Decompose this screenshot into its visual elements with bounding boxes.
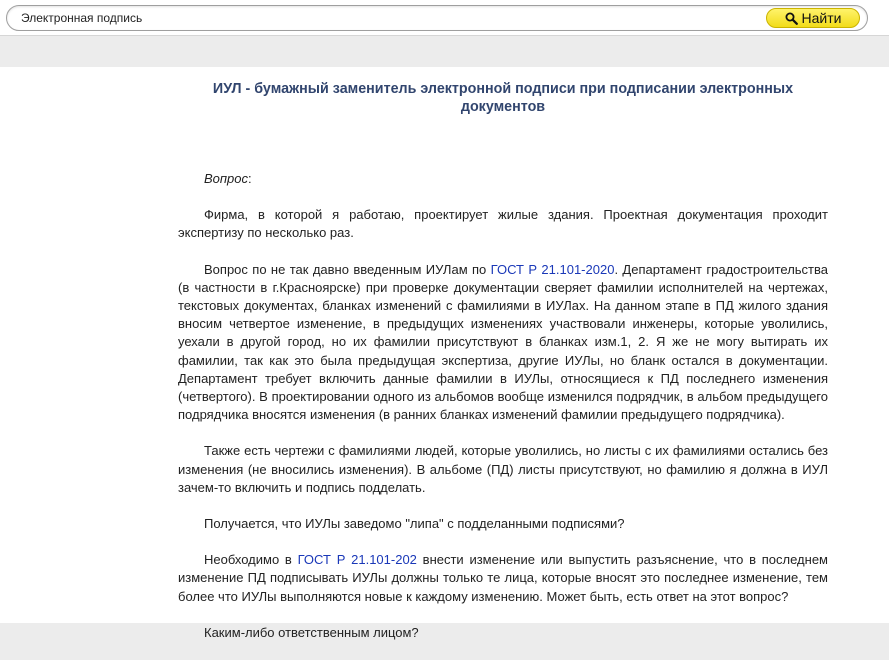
question-label-colon: :	[248, 171, 252, 186]
search-input[interactable]	[6, 5, 868, 31]
paragraph-3: Также есть чертежи с фамилиями людей, которые уволились, но листы с их фамилиями остались без изменения (не вносились изменения). В альбоме (ПД) листы присутствуют, но фамилию я должна в ИУЛ зачем-то включить и подпись подделать.	[178, 443, 828, 495]
gost-link-2020[interactable]: ГОСТ Р 21.101-2020	[490, 261, 615, 277]
search-button-label: Найти	[801, 10, 842, 26]
header-band	[0, 36, 889, 67]
paragraph-4: Получается, что ИУЛы заведомо "липа" с подделанными подписями?	[204, 516, 625, 532]
search-input-value: Электронная подпись	[21, 11, 143, 25]
paragraph-2	[178, 261, 828, 425]
article	[178, 81, 828, 660]
search-button[interactable]	[766, 8, 860, 28]
paragraph-2-rest: . Департамент градостроительства (в частности в г.Красноярске) при проверке документации сверяет фамилии исполнителей на чертежах, текстовых документах, бланках изменений с фамилиями в ИУЛах. На данном этапе в ПД жилого здания вносим четвертое изменение, в предыдущих изменениях участвовали инженеры, которые уволились, уехали в другой город, но их фамилии присутствуют в бланках изм.1, 2. Я же не могу вытирать их фамилии, так как это была предыдущая экспертиза, другие ИУЛы, но бланк остался в документации. Департамент требует включить данные фамилии в ИУЛы, относящиеся к ПД последнего изменения (четвертого). В проектировании одного из альбомов вообще изменился подрядчик, в альбом предыдущего подрядчика вносятся изменения (в ранних бланках изменений фамилии предыдущего подрядчика).	[178, 261, 828, 423]
search-icon	[785, 12, 798, 25]
question-label: Вопрос	[204, 171, 249, 186]
gost-link-202[interactable]: ГОСТ Р 21.101-202	[297, 552, 417, 568]
paragraph-5-lead: Необходимо в	[204, 552, 298, 568]
paragraph-1: Фирма, в которой я работаю, проектирует жилые здания. Проектная документация проходит экспертизу по несколько раз.	[178, 207, 828, 241]
paragraph-5-rest: внести изменение или выпустить разъяснение, что в последнем изменение ПД подписывать ИУЛы должны только те лица, которые вносят это последнее изменение, тем более что ИУЛы выполняются новые к каждому изменению. Может быть, есть ответ на этот вопрос?	[178, 552, 828, 604]
question-heading	[178, 170, 828, 188]
paragraph-2-lead: Вопрос по не так давно введенным ИУЛам по	[204, 261, 491, 277]
paragraph-5	[178, 551, 828, 606]
content-area	[0, 67, 889, 640]
page-title: ИУЛ - бумажный заменитель электронной подписи при подписании электронных документов	[212, 81, 794, 115]
search-bar	[0, 0, 889, 36]
paragraph-6: Каким-либо ответственным лицом?	[204, 624, 419, 640]
